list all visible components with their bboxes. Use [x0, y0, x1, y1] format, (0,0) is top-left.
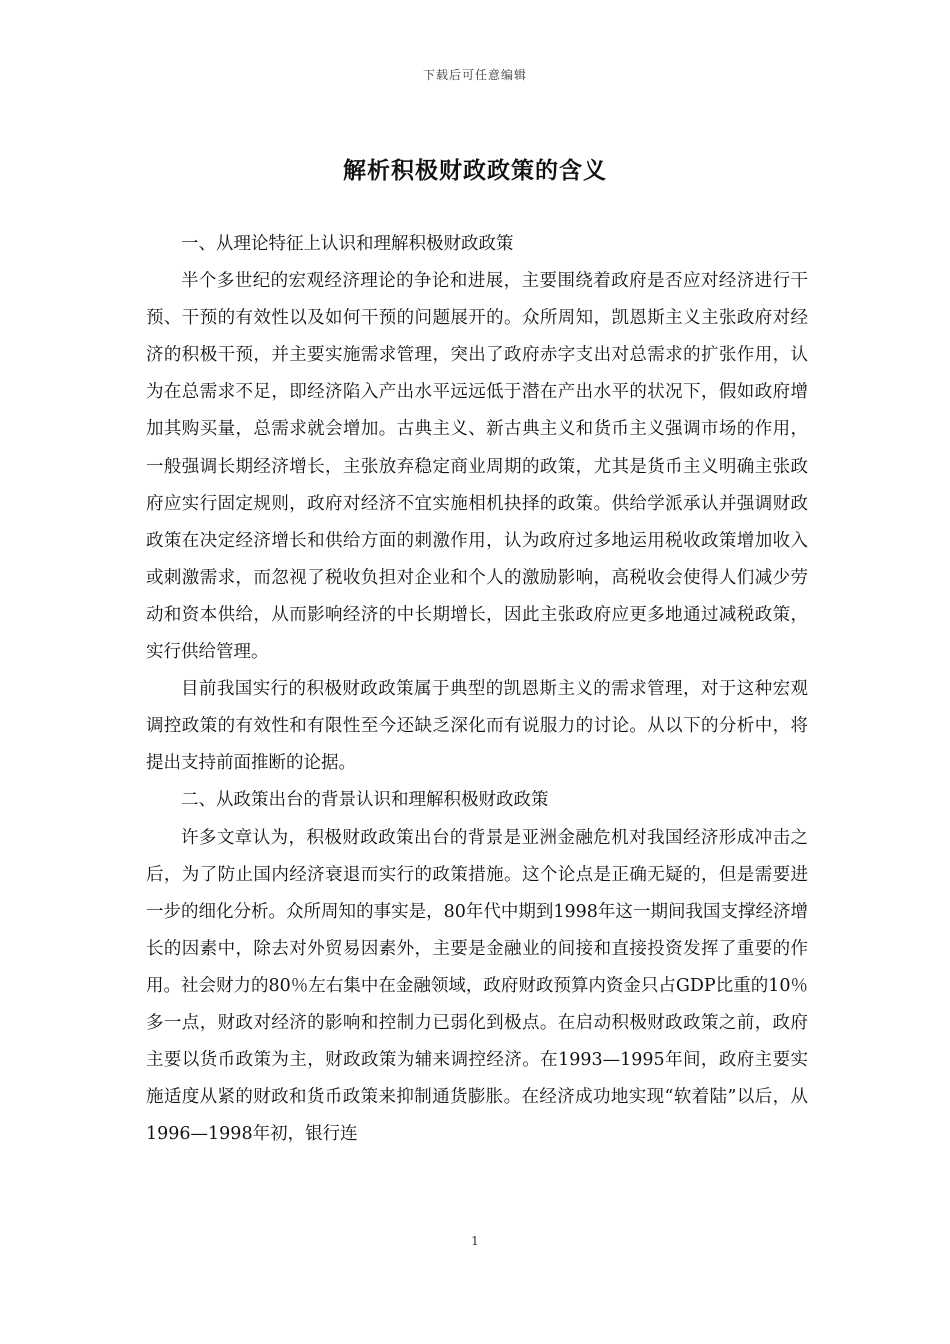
page-number: 1 — [471, 1234, 479, 1248]
body-paragraph: 目前我国实行的积极财政政策属于典型的凯恩斯主义的需求管理，对于这种宏观调控政策的有效性和有限性至今还缺乏深化而有说服力的讨论。从以下的分析中，将提出支持前面推断的论据。 — [146, 679, 808, 774]
section-heading-1: 一、从理论特征上认识和理解积极财政政策 — [181, 234, 514, 254]
body-paragraph: 半个多世纪的宏观经济理论的争论和进展，主要围绕着政府是否应对经济进行干预、干预的有效性以及如何干预的问题展开的。众所周知，凯恩斯主义主张政府对经济的积极干预，并主要实施需求管理，突出了政府赤字支出对总需求的扩张作用，认为在总需求不足，即经济陷入产出水平远远低于潜在产出水平的状况下，假如政府增加其购买量，总需求就会增加。古典主义、新古典主义和货币主义强调市场的作用，一般强调长期经济增长，主张放弃稳定商业周期的政策，尤其是货币主义明确主张政府应实行固定规则，政府对经济不宜实施相机抉择的政策。供给学派承认并强调财政政策在决定经济增长和供给方面的刺激作用，认为政府过多地运用税收政策增加收入或刺激需求，而忽视了税收负担对企业和个人的激励影响，高税收会使得人们减少劳动和资本供给，从而影响经济的中长期增长，因此主张政府应更多地通过减税政策，实行供给管理。 — [146, 271, 808, 663]
header-note: 下载后可任意编辑 — [422, 68, 527, 82]
section-heading-2: 二、从政策出台的背景认识和理解积极财政政策 — [181, 790, 549, 811]
document-body — [146, 226, 808, 1153]
document-title: 解析积极财政政策的含义 — [343, 157, 607, 184]
body-paragraph: 许多文章认为，积极财政政策出台的背景是亚洲金融危机对我国经济形成冲击之后，为了防止国内经济衰退而实行的政策措施。这个论点是正确无疑的，但是需要进一步的细化分析。众所周知的事实是，80年代中期到1998年这一期间我国支撑经济增长的因素中，除去对外贸易因素外，主要是金融业的间接和直接投资发挥了重要的作用。社会财力的80％左右集中在金融领域，政府财政预算内资金只占GDP比重的10％多一点，财政对经济的影响和控制力已弱化到极点。在启动积极财政政策之前，政府主要以货币政策为主，财政政策为辅来调控经济。在1993—1995年间，政府主要实施适度从紧的财政和货币政策来抑制通货膨胀。在经济成功地实现“软着陆”以后，从1996—1998年初，银行连 — [146, 827, 808, 1145]
